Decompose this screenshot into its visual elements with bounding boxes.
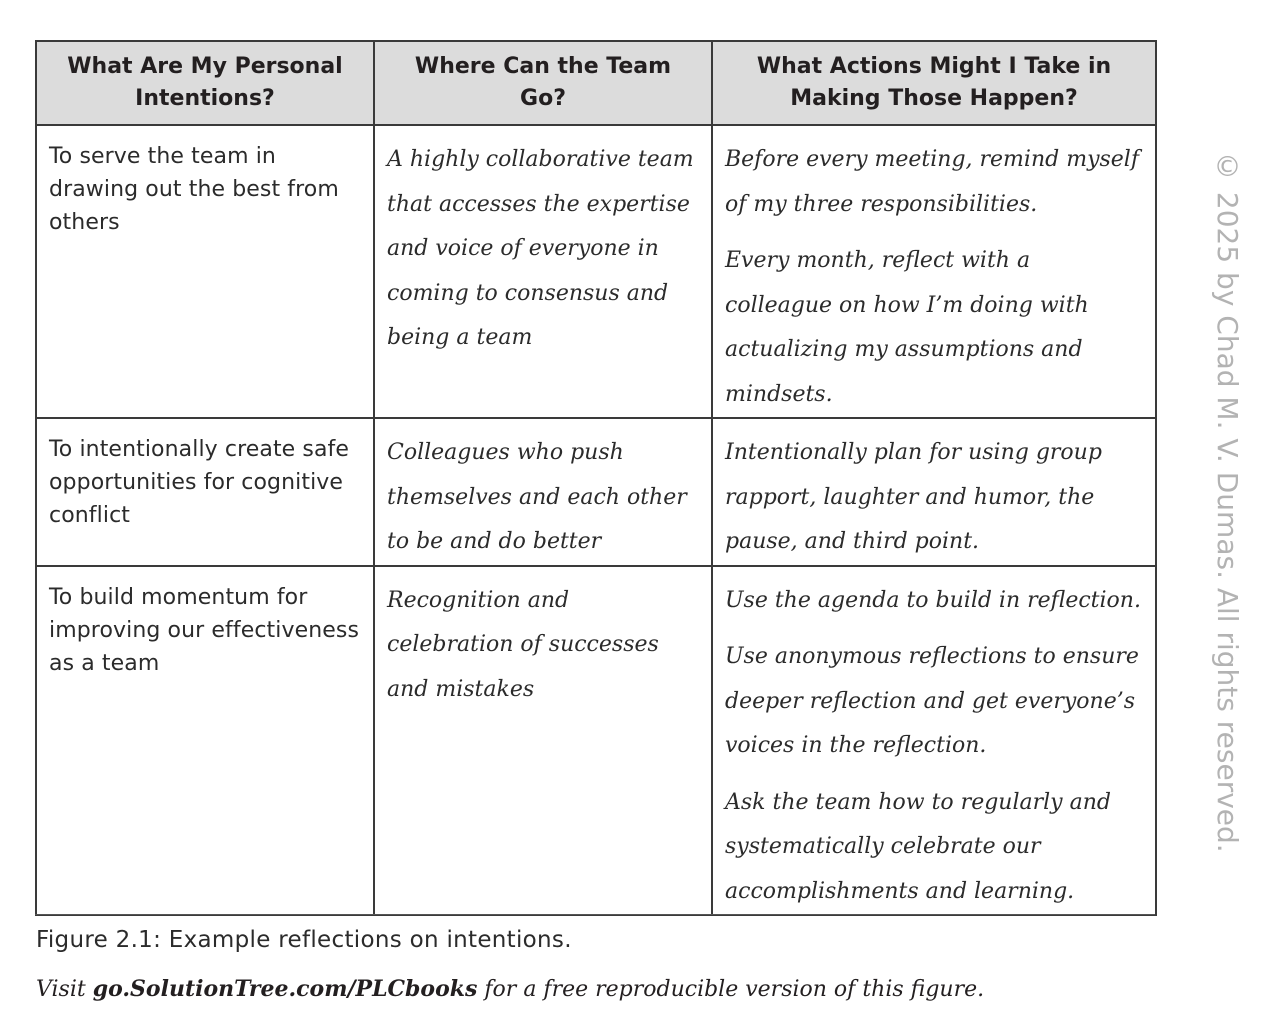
team-goal-text: A highly collaborative team that accesses the expertise and voice of everyone in coming to consensus and being a team — [387, 147, 694, 350]
intention-cell — [36, 566, 374, 916]
header-actions: What Actions Might I Take in Making Those Happen? — [712, 41, 1156, 125]
team-goal-text: Recognition and celebration of successes and mistakes — [387, 587, 659, 702]
action-text: Use anonymous reflections to ensure deeper reflection and get everyone’s voices in the reflection. — [725, 644, 1139, 758]
intention-text: To build momentum for improving our effectiveness as a team — [49, 584, 360, 676]
team-goal-cell — [374, 125, 712, 418]
header-personal-intentions: What Are My Personal Intentions? — [36, 41, 374, 125]
action-text: Use the agenda to build in reflection. — [725, 587, 1141, 613]
caption-divider — [35, 914, 1155, 915]
table-header-row — [36, 41, 1156, 125]
intention-cell — [36, 418, 374, 566]
team-goal-text: Colleagues who push themselves and each other to be and do better — [387, 440, 687, 554]
table-row — [36, 566, 1156, 916]
copyright-notice: © 2025 by Chad M. V. Dumas. All rights reserved. — [1211, 150, 1244, 853]
intention-text: To serve the team in drawing out the best from others — [49, 144, 339, 235]
action-text: Before every meeting, remind myself of my three responsibilities. — [725, 147, 1139, 217]
table-row — [36, 125, 1156, 418]
reproducible-note-prefix: Visit — [36, 977, 93, 1002]
header-team-direction: Where Can the Team Go? — [374, 41, 712, 125]
intention-cell — [36, 125, 374, 418]
actions-cell — [712, 418, 1156, 566]
intentions-table — [35, 40, 1157, 916]
intention-text: To intentionally create safe opportunities for cognitive conflict — [49, 437, 350, 528]
team-goal-cell — [374, 566, 712, 916]
actions-cell — [712, 566, 1156, 916]
action-text: Every month, reflect with a colleague on how I’m doing with actualizing my assumptions and mindsets. — [725, 248, 1089, 407]
action-text: Intentionally plan for using group rapport, laughter and humor, the pause, and third point. — [725, 440, 1102, 554]
actions-cell — [712, 125, 1156, 418]
table-row — [36, 418, 1156, 566]
reproducible-note — [36, 972, 984, 1007]
action-text: Ask the team how to regularly and systematically celebrate our accomplishments and learning. — [725, 789, 1111, 904]
figure-caption: Figure 2.1: Example reflections on intentions. — [36, 927, 572, 953]
reproducible-note-suffix: for a free reproducible version of this figure. — [477, 977, 985, 1002]
team-goal-cell — [374, 418, 712, 566]
reproducible-link[interactable]: go.SolutionTree.com/PLCbooks — [92, 976, 478, 1002]
